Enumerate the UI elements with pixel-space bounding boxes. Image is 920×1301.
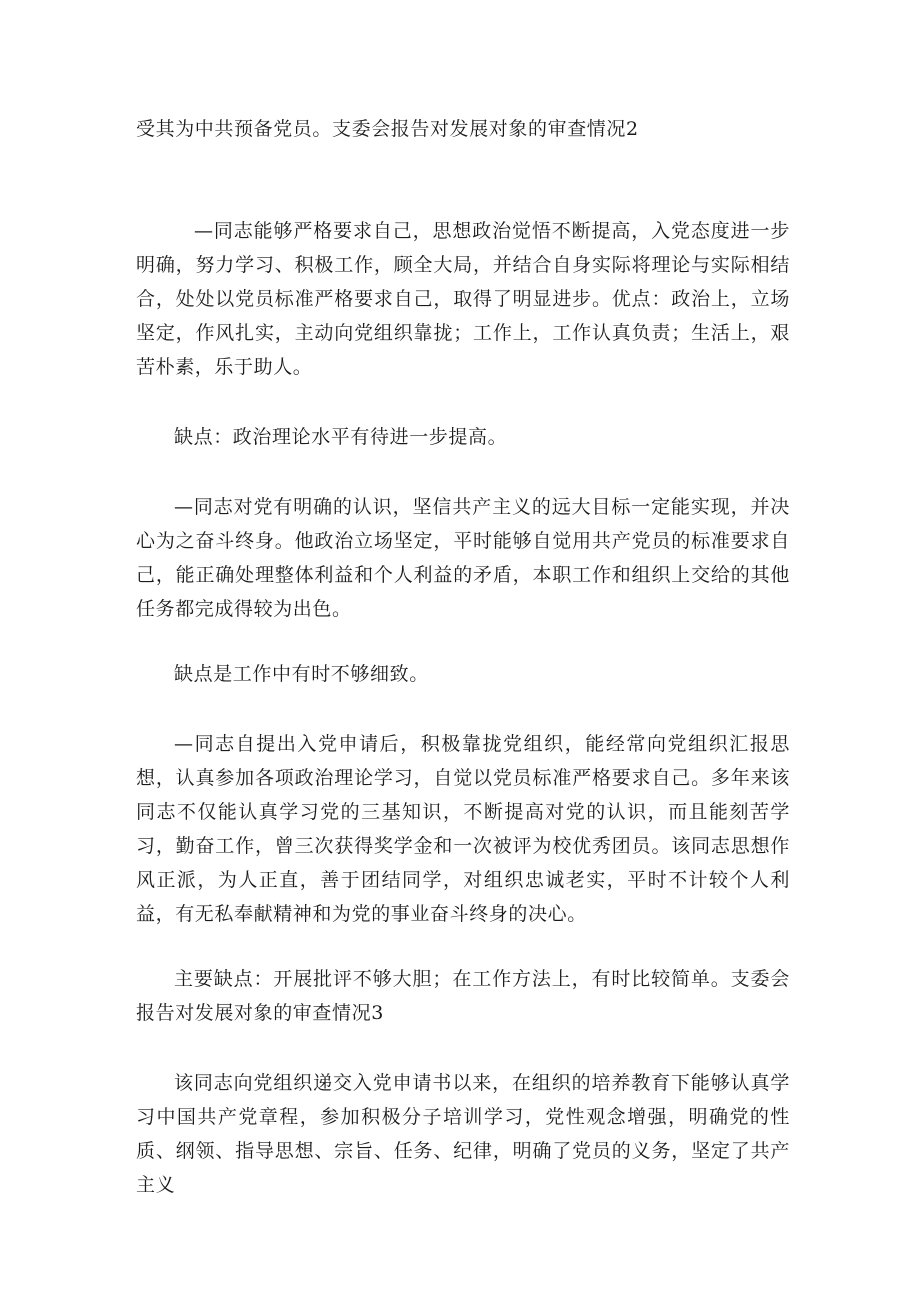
paragraph-continuation-heading-2: 受其为中共预备党员。支委会报告对发展对象的审查情况2 [136, 118, 639, 140]
paragraph-evaluation-3: —同志自提出入党申请后，积极靠拢党组织，能经常向党组织汇报思想，认真参加各项政治理论学习，自觉以党员标准严格要求自己。多年来该同志不仅能认真学习党的三基知识，不断提高对党的认识，而且能刻苦学习，勤奋工作，曾三次获得奖学金和一次被评为校优秀团员。该同志思想作风正派，为人正直，善于团结同学，对组织忠诚老实，平时不计较个人利益，有无私奉献精神和为党的事业奋斗终身的决心。 [136, 733, 790, 925]
paragraph-shortcoming-1: 缺点：政治理论水平有待进一步提高。 [174, 426, 508, 448]
paragraph-evaluation-2: —同志对党有明确的认识，坚信共产主义的远大目标一定能实现，并决心为之奋斗终身。他政治立场坚定，平时能够自觉用共产党员的标准要求自己，能正确处理整体利益和个人利益的矛盾，本职工作和组织上交给的其他任务都完成得较为出色。 [136, 496, 790, 620]
paragraph-shortcoming-2: 缺点是工作中有时不够细致。 [174, 663, 429, 685]
paragraph-evaluation-4: 该同志向党组织递交入党申请书以来，在组织的培养教育下能够认真学习中国共产党章程，参加积极分子培训学习，党性观念增强，明确党的性质、纲领、指导思想、宗旨、任务、纪律，明确了党员的义务，坚定了共产主义 [136, 1072, 790, 1196]
paragraph-shortcoming-3-heading-3: 主要缺点：开展批评不够大胆；在工作方法上，有时比较简单。支委会报告对发展对象的审查情况3 [136, 968, 790, 1024]
paragraph-evaluation-1: —同志能够严格要求自己，思想政治觉悟不断提高，入党态度进一步明确，努力学习、积极工作，顾全大局，并结合自身实际将理论与实际相结合，处处以党员标准严格要求自己，取得了明显进步。优点：政治上，立场坚定，作风扎实，主动向党组织靠拢；工作上，工作认真负责；生活上，艰苦朴素，乐于助人。 [136, 220, 790, 378]
